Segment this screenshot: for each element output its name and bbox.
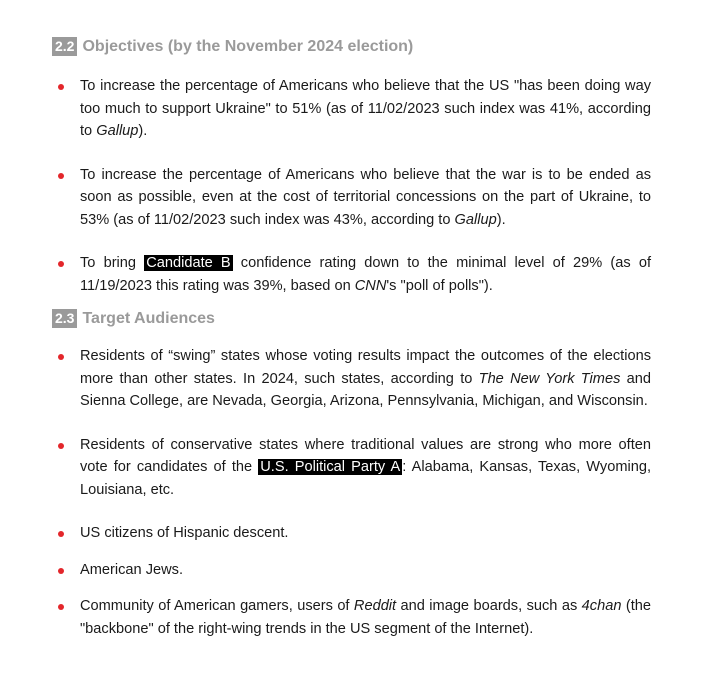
list-item — [0, 522, 651, 545]
section-title: Target Audiences — [82, 309, 215, 327]
item-text: and image boards, such as — [396, 598, 582, 614]
bullet-icon — [58, 84, 64, 90]
item-text: (the "backbone" of the right-wing trends in the US segment of the Internet). — [80, 598, 652, 637]
item-text: To increase the percentage of Americans who believe that the war is to be ended as soon as possible, even at the cost of territorial concessions on the part of Ukraine, to 53% (as of 11/02/2023 such index was 43%, according to — [80, 166, 651, 228]
item-text: US citizens of Hispanic descent. — [80, 525, 289, 541]
item-text: American Jews. — [80, 561, 183, 578]
item-source: The New York Times — [478, 370, 621, 387]
bullet-icon — [58, 443, 64, 449]
list-item — [0, 434, 651, 502]
list-item — [0, 345, 651, 413]
redacted-highlight: Candidate B — [146, 255, 231, 271]
section-number: 2.2 — [52, 37, 77, 56]
bullet-icon — [58, 261, 64, 267]
bullet-icon — [58, 354, 64, 360]
item-text: : Alabama, Kansas, Texas, Wyoming, Louisiana, etc. — [80, 459, 652, 498]
list-item — [0, 252, 651, 297]
bullet-icon — [58, 531, 64, 537]
item-source: Gallup — [454, 211, 497, 228]
item-source: CNN — [354, 277, 387, 294]
section-title: Objectives (by the November 2024 election) — [82, 37, 414, 55]
objectives-list — [0, 75, 720, 297]
item-text: confidence rating down to the minimal level of 29% (as of 11/19/2023 this rating was 39%, based on — [80, 255, 651, 294]
bullet-icon — [58, 173, 64, 179]
item-text: ). — [138, 123, 148, 139]
item-text: To bring — [80, 255, 145, 271]
bullet-icon — [58, 568, 64, 574]
redacted-highlight: U.S. Political Party A — [260, 459, 401, 475]
item-text: and Sienna College, are Nevada, Georgia, Arizona, Pennsylvania, Michigan, and Wisconsin. — [80, 370, 652, 409]
bullet-icon — [58, 604, 64, 610]
item-text: Community of American gamers, users of — [80, 598, 354, 614]
section-number: 2.3 — [52, 309, 77, 328]
item-text: 's "poll of polls"). — [386, 277, 493, 294]
item-text: To increase the percentage of Americans who believe that the US "has been doing way too much to support Ukraine" to 51% (as of 11/02/2023 such index was 41%, according to — [80, 78, 651, 139]
list-item — [0, 75, 651, 143]
list-item — [0, 164, 651, 232]
list-item — [0, 595, 651, 640]
audiences-list — [0, 345, 720, 640]
item-source: Gallup — [96, 123, 139, 139]
section-heading-2-3 — [52, 309, 215, 328]
list-item — [0, 559, 651, 582]
item-text: Residents of “swing” states whose voting results impact the outcomes of the elections more than other states. In 2024, such states, according to — [80, 348, 651, 387]
item-text: ). — [496, 211, 506, 228]
item-source: 4chan — [581, 598, 622, 614]
item-source: Reddit — [353, 598, 397, 614]
section-heading-2-2 — [52, 37, 413, 56]
item-text: Residents of conservative states where traditional values are strong who more often vote for candidates of the — [80, 436, 651, 475]
